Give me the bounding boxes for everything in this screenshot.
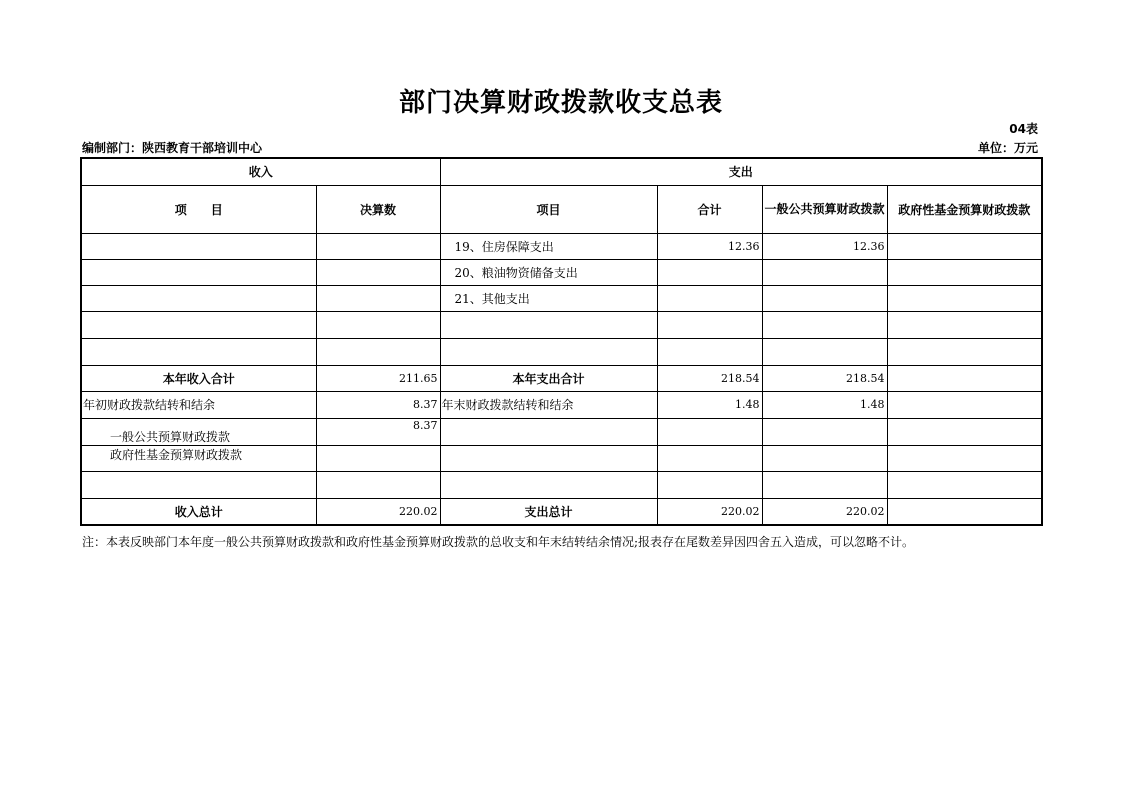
income-sum-label: 本年收入合计 (81, 365, 316, 391)
carry-label: 年初财政拨款结转和结余 (81, 391, 316, 418)
expense-total-label: 支出总计 (440, 498, 657, 525)
year-end-carry-total: 1.48 (657, 391, 762, 418)
expense-item-cell: 19、住房保障支出 (440, 233, 657, 259)
final-amount-header: 决算数 (316, 185, 440, 233)
income-header: 收入 (81, 158, 440, 185)
expense-header: 支出 (440, 158, 1042, 185)
carry-general-row (81, 418, 1042, 445)
income-sum-value: 211.65 (316, 365, 440, 391)
table-row (81, 259, 1042, 285)
total-header: 合计 (657, 185, 762, 233)
header-row-sub (81, 185, 1042, 233)
general-cell: 12.36 (762, 233, 887, 259)
table-row (81, 338, 1042, 365)
unit-label: 单位：万元 (977, 141, 1038, 155)
table-number: 04表 (1009, 122, 1038, 136)
table-row (81, 285, 1042, 311)
expense-total-total: 220.02 (657, 498, 762, 525)
footnote: 注：本表反映部门本年度一般公共预算财政拨款和政府性基金预算财政拨款的总收支和年末结转结余情况;报表存在尾数差异因四舍五入造成，可以忽略不计。 (82, 535, 915, 549)
expense-sum-label: 本年支出合计 (440, 365, 657, 391)
income-total-value: 220.02 (316, 498, 440, 525)
table-row (81, 311, 1042, 338)
expense-sum-general: 218.54 (762, 365, 887, 391)
year-end-carry-general: 1.48 (762, 391, 887, 418)
header-row-top (81, 158, 1042, 185)
carry-fund-row (81, 445, 1042, 471)
page-title: 部门决算财政拨款收支总表 (398, 88, 723, 118)
general-public-header: 一般公共预算财政拨款 (762, 185, 887, 233)
carry-general-label: 一般公共预算财政拨款 (81, 418, 316, 445)
carry-general-value: 8.37 (316, 418, 440, 445)
carry-fund-label: 政府性基金预算财政拨款 (81, 445, 316, 471)
expense-sum-total: 218.54 (657, 365, 762, 391)
grand-total-row (81, 498, 1042, 525)
income-sum-row (81, 365, 1042, 391)
income-item-header: 项 目 (81, 185, 316, 233)
table-row (81, 471, 1042, 498)
income-total-label: 收入总计 (81, 498, 316, 525)
expense-item-cell: 21、其他支出 (440, 285, 657, 311)
budget-table (80, 157, 1043, 526)
expense-total-general: 220.02 (762, 498, 887, 525)
year-end-carry-label: 年末财政拨款结转和结余 (440, 391, 657, 418)
carry-row (81, 391, 1042, 418)
carry-value: 8.37 (316, 391, 440, 418)
table-row (81, 233, 1042, 259)
expense-item-header: 项目 (440, 185, 657, 233)
total-cell: 12.36 (657, 233, 762, 259)
compiling-unit: 编制部门：陕西教育干部培训中心 (82, 141, 263, 155)
gov-fund-header: 政府性基金预算财政拨款 (887, 185, 1042, 233)
expense-item-cell: 20、粮油物资储备支出 (440, 259, 657, 285)
